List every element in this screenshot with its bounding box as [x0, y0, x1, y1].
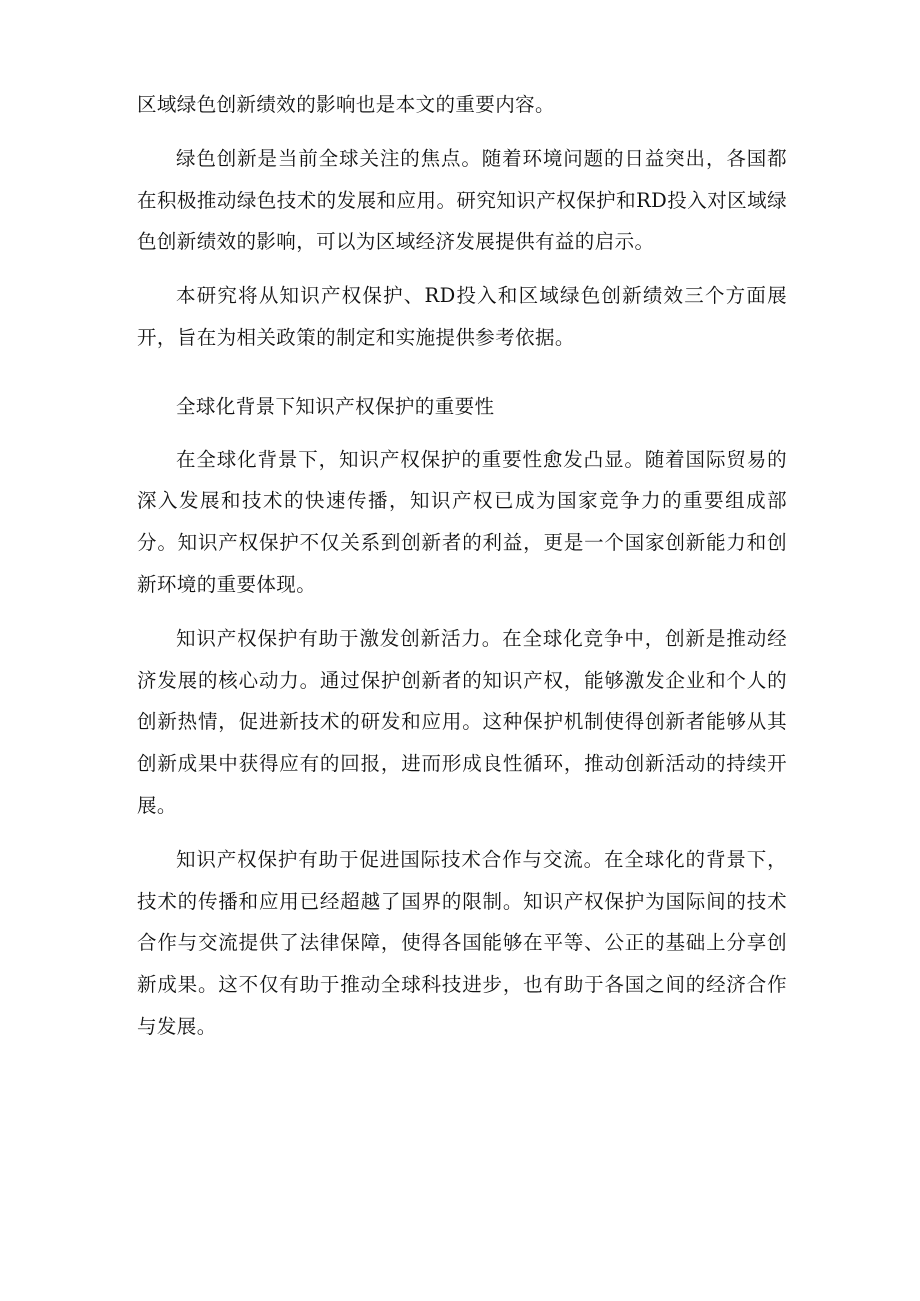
paragraph-ip-importance: 在全球化背景下，知识产权保护的重要性愈发凸显。随着国际贸易的深入发展和技术的快速传播，知识产权已成为国家竞争力的重要组成部分。知识产权保护不仅关系到创新者的利益，更是一个国家创新能力和创新环境的重要体现。 — [137, 447, 787, 596]
paragraph-continued: 区域绿色创新绩效的影响也是本文的重要内容。 — [137, 93, 555, 116]
paragraph-green-innovation: 绿色创新是当前全球关注的焦点。随着环境问题的日益突出，各国都在积极推动绿色技术的发展和应用。研究知识产权保护和RD投入对区域绿色创新绩效的影响，可以为区域经济发展提供有益的启示。 — [137, 146, 787, 254]
section-heading: 全球化背景下知识产权保护的重要性 — [176, 394, 495, 418]
paragraph-tech-cooperation: 知识产权保护有助于促进国际技术合作与交流。在全球化的背景下，技术的传播和应用已经超越了国界的限制。知识产权保护为国际间的技术合作与交流提供了法律保障，使得各国能够在平等、公正的基础上分享创新成果。这不仅有助于推动全球科技进步，也有助于各国之间的经济合作与发展。 — [137, 847, 787, 1038]
paragraph-innovation-vitality: 知识产权保护有助于激发创新活力。在全球化竞争中，创新是推动经济发展的核心动力。通过保护创新者的知识产权，能够激发企业和个人的创新热情，促进新技术的研发和应用。这种保护机制使得创新者能够从其创新成果中获得应有的回报，进而形成良性循环，推动创新活动的持续开展。 — [137, 626, 787, 817]
document-body — [137, 84, 787, 1060]
paragraph-research-scope: 本研究将从知识产权保护、RD投入和区域绿色创新绩效三个方面展开，旨在为相关政策的制定和实施提供参考依据。 — [137, 284, 787, 349]
